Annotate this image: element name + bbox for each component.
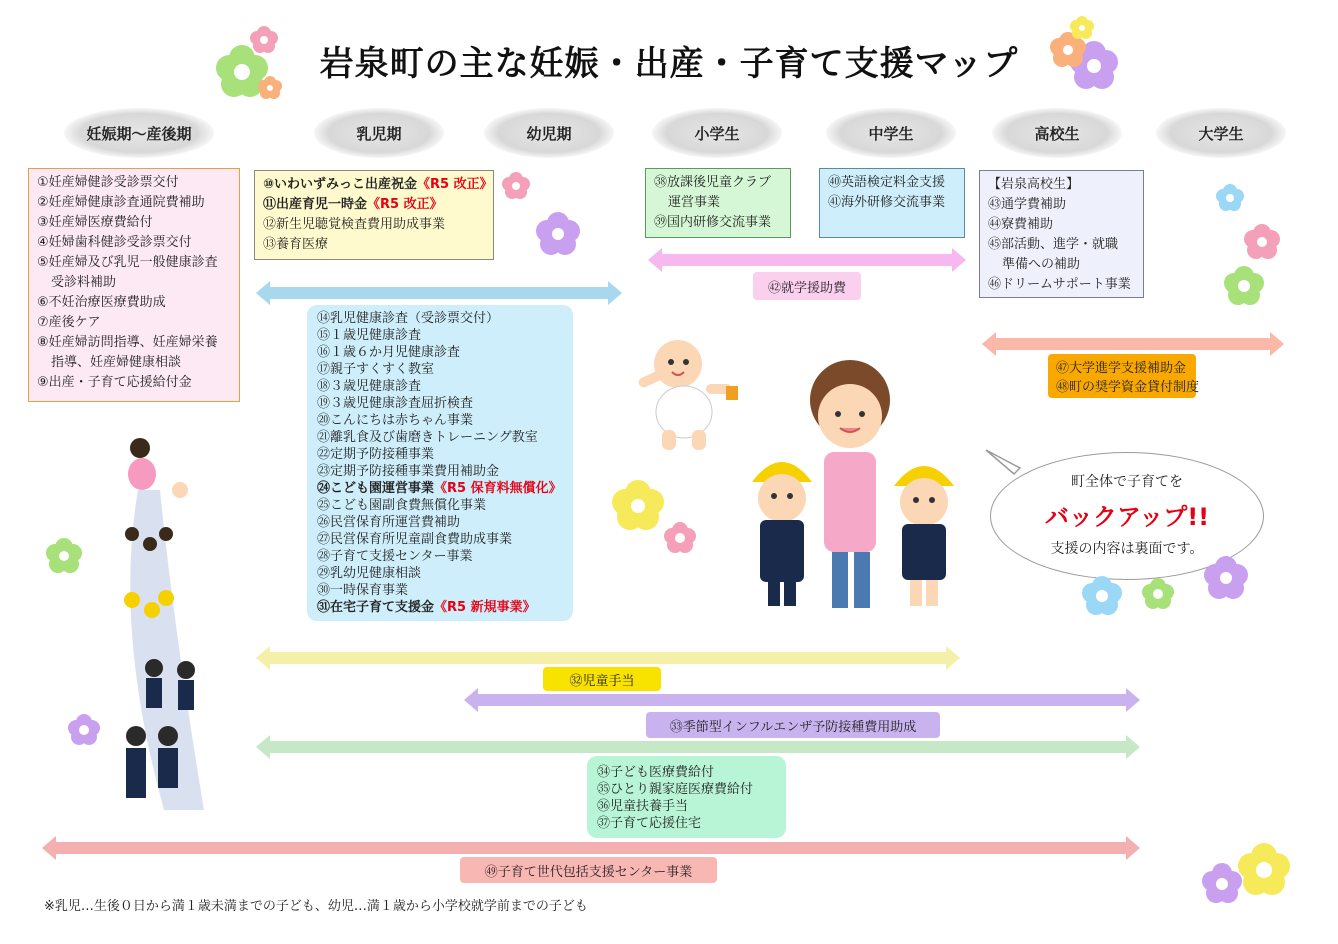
label-support-center: ㊾子育て世代包括支援センター事業 xyxy=(460,857,717,883)
mother-children-illustration-icon xyxy=(738,352,978,616)
list-item: ⑫新生児聴覚検査費用助成事業 xyxy=(263,217,446,232)
list-item: ㉗民営保育所児童副食費助成事業 xyxy=(317,532,513,547)
list-heading: 【岩泉高校生】 xyxy=(988,177,1080,192)
page-title: 岩泉町の主な妊娠・出産・子育て支援マップ xyxy=(319,44,1019,84)
list-item: ⑳こんにちは赤ちゃん事業 xyxy=(317,413,474,428)
list-item: ㉚一時保育事業 xyxy=(317,583,409,598)
list-item: ㊶海外研修交流事業 xyxy=(828,195,946,210)
revision-tag: 《R5 改正》 xyxy=(417,177,493,192)
list-item: ⑪出産育児一時金 xyxy=(263,197,368,212)
high-school-support-list xyxy=(979,170,1144,298)
list-item: ㉞子ども医療費給付 xyxy=(597,765,715,780)
flower-cluster-icon xyxy=(1044,14,1124,94)
flower-cluster-icon xyxy=(496,166,596,266)
list-item: ⑱３歳児健康診査 xyxy=(317,379,422,394)
list-item: ㊼大学進学支援補助金 xyxy=(1056,361,1187,376)
span-arrow xyxy=(994,338,1272,350)
growing-children-illustration-icon xyxy=(104,430,214,810)
label-university-support xyxy=(1048,354,1200,398)
footnote: ※乳児…生後０日から満１歳未満までの子ども、幼児…満１歳から小学校就学前までの子ども xyxy=(44,899,588,914)
infant-support-list xyxy=(254,170,494,260)
revision-tag: 《R5 新規事業》 xyxy=(434,600,536,615)
list-item: ⑤妊産婦及び乳児一般健康診査 xyxy=(37,255,218,270)
list-item: ⑲３歳児健康診査屈折検査 xyxy=(317,396,474,411)
list-item: ㊻ドリームサポート事業 xyxy=(988,277,1131,292)
list-item: ㊹寮費補助 xyxy=(988,217,1054,232)
list-item: ㉟ひとり親家庭医療費給付 xyxy=(597,782,754,797)
list-item: ⑥不妊治療医療費助成 xyxy=(37,295,166,310)
list-item: 指導、妊産婦健康相談 xyxy=(51,355,182,370)
baby-illustration-icon xyxy=(626,334,746,454)
list-item: 運営事業 xyxy=(668,195,721,210)
stage-elementary: 小学生 xyxy=(652,108,782,158)
flower-cluster-icon xyxy=(1204,180,1294,320)
medical-support-list xyxy=(587,756,786,838)
list-item: ㊺部活動、進学・就職 xyxy=(988,237,1119,252)
list-item: ㉕こども園副食費無償化事業 xyxy=(317,498,487,513)
list-item: ⑨出産・子育て応援給付金 xyxy=(37,375,192,390)
list-item: ㉓定期予防接種事業費用補助金 xyxy=(317,464,500,479)
flower-cluster-icon xyxy=(604,470,704,570)
flower-cluster-icon xyxy=(1080,552,1260,622)
stage-toddler: 幼児期 xyxy=(484,108,614,158)
health-checkup-list xyxy=(307,305,573,621)
list-item: ⑮１歳児健康診査 xyxy=(317,328,422,343)
list-item: ③妊産婦医療費給付 xyxy=(37,215,153,230)
span-arrow xyxy=(268,652,948,664)
stage-pregnancy: 妊娠期～産後期 xyxy=(64,108,214,158)
list-item: ㊽町の奨学資金貸付制度 xyxy=(1056,380,1200,395)
list-item: 受診料補助 xyxy=(51,275,117,290)
list-item: ㊲子育て応援住宅 xyxy=(597,816,702,831)
list-item: ㉘子育て支援センター事業 xyxy=(317,549,473,564)
elementary-support-list xyxy=(645,168,791,238)
revision-tag: 《R5 改正》 xyxy=(367,197,443,212)
span-arrow xyxy=(268,287,610,299)
list-item: ⑦産後ケア xyxy=(37,315,101,330)
junior-high-support-list xyxy=(819,168,965,238)
flower-cluster-icon xyxy=(1192,834,1302,914)
label-flu-vaccine: ㉝季節型インフルエンザ予防接種費用助成 xyxy=(646,712,940,738)
list-item: ㉔こども園運営事業 xyxy=(317,481,435,496)
bubble-line-3: 支援の内容は裏面です。 xyxy=(1050,541,1204,557)
span-arrow xyxy=(54,842,1128,854)
list-item: ㊳放課後児童クラブ xyxy=(654,175,772,190)
list-item: ②妊産婦健康診査通院費補助 xyxy=(37,195,205,210)
list-item: ⑬養育医療 xyxy=(263,237,329,252)
bubble-line-1: 町全体で子育てを xyxy=(1071,474,1183,490)
span-arrow xyxy=(268,741,1128,753)
revision-tag: 《R5 保育料無償化》 xyxy=(434,481,562,496)
list-item: ㉑離乳食及び歯磨きトレーニング教室 xyxy=(317,430,538,445)
stage-junior-high: 中学生 xyxy=(826,108,956,158)
bubble-tail-icon xyxy=(984,446,1024,476)
list-item: 準備への補助 xyxy=(1002,257,1081,272)
list-item: ①妊産婦健診受診票交付 xyxy=(37,175,179,190)
flower-cluster-icon xyxy=(40,530,100,750)
list-item: ㉒定期予防接種事業 xyxy=(317,447,435,462)
label-child-allowance: ㉜児童手当 xyxy=(543,667,661,691)
list-item: ⑧妊産婦訪問指導、妊産婦栄養 xyxy=(37,335,218,350)
list-item: ㉙乳幼児健康相談 xyxy=(317,566,422,581)
pregnancy-support-list xyxy=(28,168,240,402)
list-item: ㊱児童扶養手当 xyxy=(597,799,689,814)
span-arrow xyxy=(660,254,954,266)
label-school-aid: ㊷就学援助費 xyxy=(753,272,861,300)
list-item: ④妊婦歯科健診受診票交付 xyxy=(37,235,192,250)
list-item: ⑯１歳６か月児健康診査 xyxy=(317,345,461,360)
list-item: ㉛在宅子育て支援金 xyxy=(317,600,435,615)
list-item: ㊸通学費補助 xyxy=(988,197,1067,212)
stage-high-school: 高校生 xyxy=(992,108,1122,158)
stage-infant: 乳児期 xyxy=(314,108,444,158)
list-item: ㊵英語検定料金支援 xyxy=(828,175,946,190)
list-item: ㉖民営保育所運営費補助 xyxy=(317,515,461,530)
flower-cluster-icon xyxy=(210,24,300,104)
span-arrow xyxy=(476,694,1128,706)
list-item: ⑩いわいずみっこ出産祝金 xyxy=(263,177,418,192)
list-item: ⑰親子すくすく教室 xyxy=(317,362,435,377)
bubble-emphasis: バックアップ!! xyxy=(1044,503,1210,531)
stage-university: 大学生 xyxy=(1156,108,1286,158)
list-item: ⑭乳児健康診査（受診票交付） xyxy=(317,311,500,326)
list-item: ㊴国内研修交流事業 xyxy=(654,215,772,230)
